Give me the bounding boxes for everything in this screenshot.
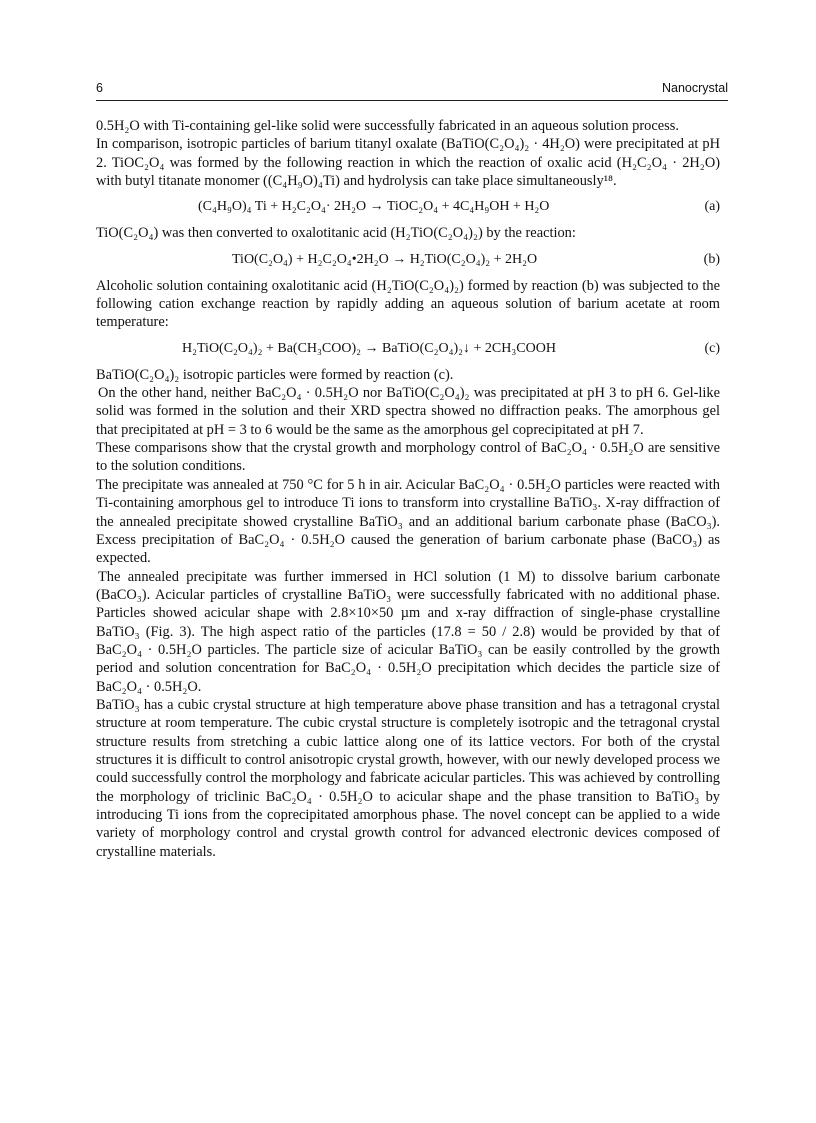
paragraph-5: BaTiO(C₂O₄)₂ isotropic particles were formed by reaction (c). — [96, 366, 454, 383]
page-number: 6 — [96, 81, 103, 95]
paragraph-3: TiO(C₂O₄) was then converted to oxalotitanic acid (H₂TiO(C₂O₄)₂) by the reaction: — [96, 225, 576, 242]
paragraph-10: BaTiO₃ has a cubic crystal structure at high temperature above phase transition and has a tetragonal crystal structure at room temperature. The cubic crystal structure is completely isotropic and the tetragonal crystal structure results from stretching a cubic lattice along one of its lattice vectors. For both of the crystal structures it is difficult to control anisotropic crystal growth, however, with our newly developed process we could successfully control the morphology and fabricate acicular particles. This was achieved by controlling the morphology of triclinic BaC₂O₄ · 0.5H₂O to acicular shape and the phase transition to BaTiO₃ by introducing Ti ions from the coprecipitated amorphous phase. The novel concept can be applied to a wide variety of morphology control and crystal growth control for advanced electronic devices composed of crystalline materials. — [96, 696, 720, 860]
equation-c-label: (c) — [704, 340, 720, 356]
paragraph-2: In comparison, isotropic particles of barium titanyl oxalate (BaTiO(C₂O₄)₂ · 4H₂O) were precipitated at pH 2. TiOC₂O₄ was formed by the following reaction in which the reaction of oxalic acid (H₂C₂O₄ · 2H₂O) with butyl titanate monomer ((C₄H₉O)₄Ti) and hydrolysis can take place simultaneously¹⁸. — [96, 136, 720, 190]
header-rule — [96, 100, 728, 101]
equation-b-label: (b) — [703, 251, 720, 267]
paragraph-7: These comparisons show that the crystal growth and morphology control of BaC₂O₄ · 0.5H₂O are sensitive to the solution conditions. — [96, 440, 720, 475]
paragraph-8: The precipitate was annealed at 750 °C for 5 h in air. Acicular BaC₂O₄ · 0.5H₂O particles were reacted with Ti-containing amorphous gel to introduce Ti ions to transform into crystalline BaTiO₃. X-ray diffraction of the annealed precipitate showed crystalline BaTiO₃ and an additional barium carbonate phase (BaCO₃). Excess precipitation of BaC₂O₄ · 0.5H₂O caused the generation of barium carbonate phase (BaCO₃) as expected. — [96, 476, 720, 567]
page-header — [96, 81, 728, 99]
equation-c-expression: H₂TiO(C₂O₄)₂ + Ba(CH₃COO)₂ → BaTiO(C₂O₄)₂↓ + 2CH₃COOH — [182, 340, 556, 356]
equation-a-label: (a) — [704, 199, 720, 215]
paragraph-6: On the other hand, neither BaC₂O₄ · 0.5H₂O nor BaTiO(C₂O₄)₂ was precipitated at pH 3 to pH 6. Gel-like solid was formed in the solution and their XRD spectra showed no diffraction peaks. The amorphous gel that precipitated at pH = 3 to 6 would be the same as the amorphous gel coprecipitated at pH 7. — [96, 385, 720, 438]
paragraph-1: 0.5H₂O with Ti-containing gel-like solid were successfully fabricated in an aqueous solution process. — [96, 118, 679, 134]
equation-c — [96, 332, 720, 366]
running-title: Nanocrystal — [662, 81, 728, 95]
equation-a-expression: (C₄H₉O)₄ Ti + H₂C₂O₄· 2H₂O → TiOC₂O₄ + 4C₄H₉OH + H₂O — [198, 199, 550, 215]
body-text — [96, 117, 720, 861]
equation-b-expression: TiO(C₂O₄) + H₂C₂O₄•2H₂O → H₂TiO(C₂O₄)₂ + 2H₂O — [232, 251, 538, 267]
equation-b — [96, 243, 720, 277]
equation-a — [96, 190, 720, 224]
paragraph-9: The annealed precipitate was further immersed in HCl solution (1 M) to dissolve barium carbonate (BaCO₃). Acicular particles of crystalline BaTiO₃ were successfully fabricated with no additional phase. Particles showed acicular shape with 2.8×10×50 µm and x-ray diffraction of single-phase crystalline BaTiO₃ (Fig. 3). The high aspect ratio of the particles (17.8 = 50 / 2.8) would be provided by that of BaC₂O₄ · 0.5H₂O particles. The particle size of acicular BaTiO₃ can be easily controlled by the growth period and solution concentration for BaC₂O₄ · 0.5H₂O precipitation which decides the particle size of BaC₂O₄ · 0.5H₂O. — [96, 568, 720, 695]
paragraph-4: Alcoholic solution containing oxalotitanic acid (H₂TiO(C₂O₄)₂) formed by reaction (b) was subjected to the following cation exchange reaction by rapidly adding an aqueous solution of barium acetate at room temperature: — [96, 277, 720, 331]
